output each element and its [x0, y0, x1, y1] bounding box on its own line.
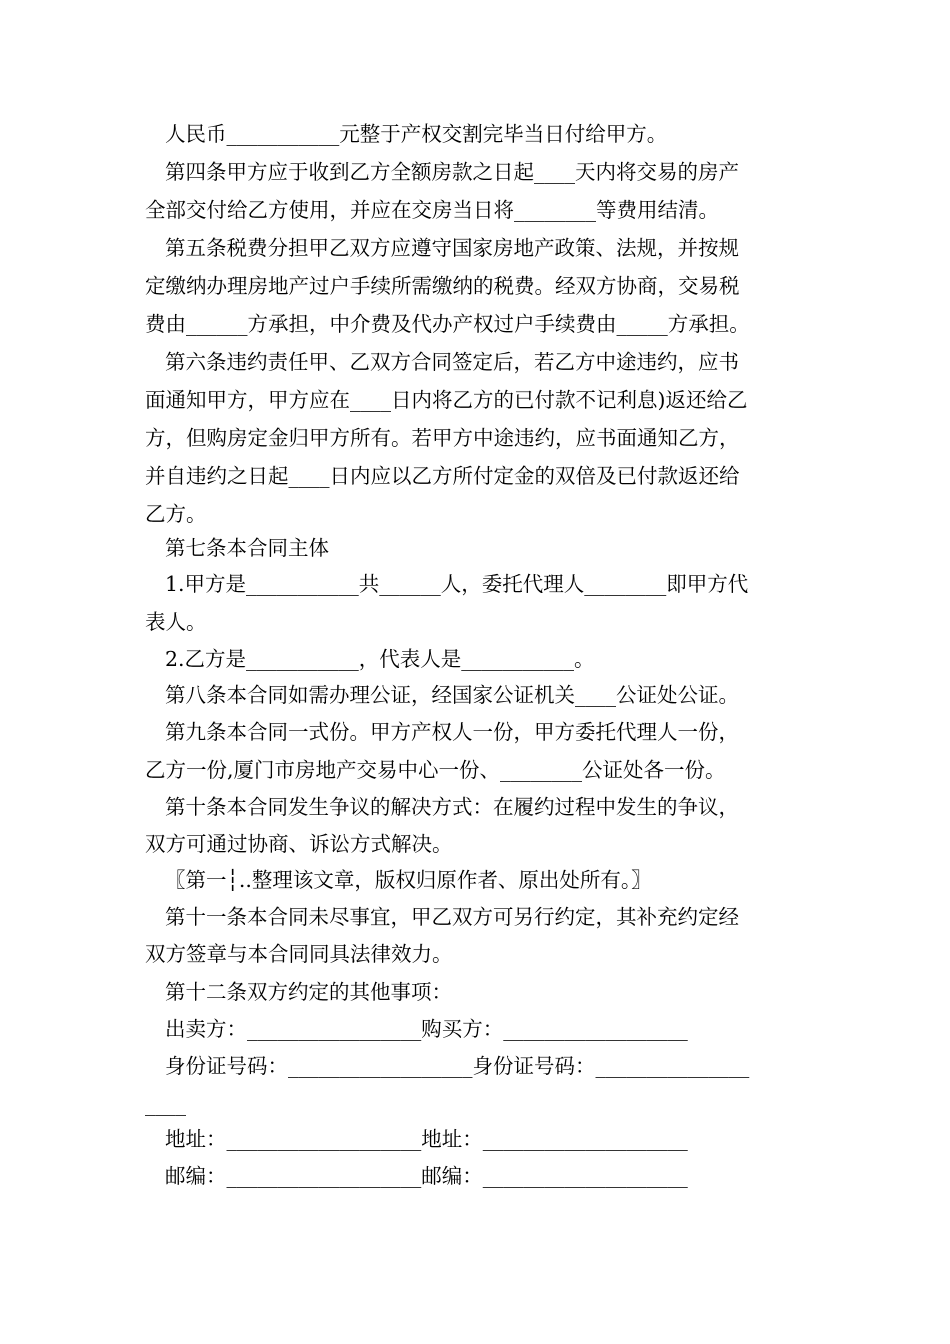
text-line: 乙方。	[145, 502, 207, 526]
text-line: 地址：___________________地址：____________________	[165, 1127, 688, 1151]
text-line: 表人。	[145, 610, 207, 634]
text-line: 并自违约之日起____日内应以乙方所付定金的双倍及已付款返还给	[145, 464, 740, 488]
text-line: 面通知甲方，甲方应在____日内将乙方的已付款不记利息)返还给乙	[145, 388, 748, 412]
text-line: 1.甲方是___________共______人，委托代理人________即甲方代	[165, 572, 749, 596]
text-line: 全部交付给乙方使用，并应在交房当日将________等费用结清。	[145, 198, 719, 222]
text-line: 方，但购房定金归甲方所有。若甲方中途违约，应书面通知乙方，	[145, 426, 740, 450]
text-line: 第六条违约责任甲、乙双方合同签定后，若乙方中途违约，应书	[165, 350, 739, 374]
text-line: 第八条本合同如需办理公证，经国家公证机关____公证处公证。	[165, 683, 739, 707]
text-line: 〖第一┆..整理该文章，版权归原作者、原出处所有。〗	[165, 868, 652, 892]
text-line: 乙方一份,厦门市房地产交易中心一份、________公证处各一份。	[145, 758, 726, 782]
text-line: ____	[145, 1092, 186, 1116]
text-line: 双方签章与本合同同具法律效力。	[145, 942, 453, 966]
text-line: 第五条税费分担甲乙双方应遵守国家房地产政策、法规，并按规	[165, 236, 739, 260]
text-line: 出卖方：_________________购买方：__________________	[165, 1017, 688, 1041]
text-line: 第十条本合同发生争议的解决方式：在履约过程中发生的争议，	[165, 795, 739, 819]
text-line: 人民币___________元整于产权交割完毕当日付给甲方。	[165, 122, 668, 146]
text-line: 双方可通过协商、诉讼方式解决。	[145, 832, 453, 856]
text-line: 邮编：___________________邮编：____________________	[165, 1164, 688, 1188]
text-line: 费由______方承担，中介费及代办产权过户手续费由_____方承担。	[145, 312, 750, 336]
text-line: 定缴纳办理房地产过户手续所需缴纳的税费。经双方协商，交易税	[145, 274, 740, 298]
text-line: 第七条本合同主体	[165, 536, 329, 560]
text-line: 身份证号码：__________________身份证号码：_______________	[165, 1054, 750, 1078]
text-line: 2.乙方是___________，代表人是___________。	[165, 647, 595, 671]
text-line: 第四条甲方应于收到乙方全额房款之日起____天内将交易的房产	[165, 160, 739, 184]
text-line: 第十一条本合同未尽事宜，甲乙双方可另行约定，其补充约定经	[165, 905, 739, 929]
text-line: 第十二条双方约定的其他事项：	[165, 980, 452, 1004]
text-line: 第九条本合同一式份。甲方产权人一份，甲方委托代理人一份，	[165, 720, 739, 744]
